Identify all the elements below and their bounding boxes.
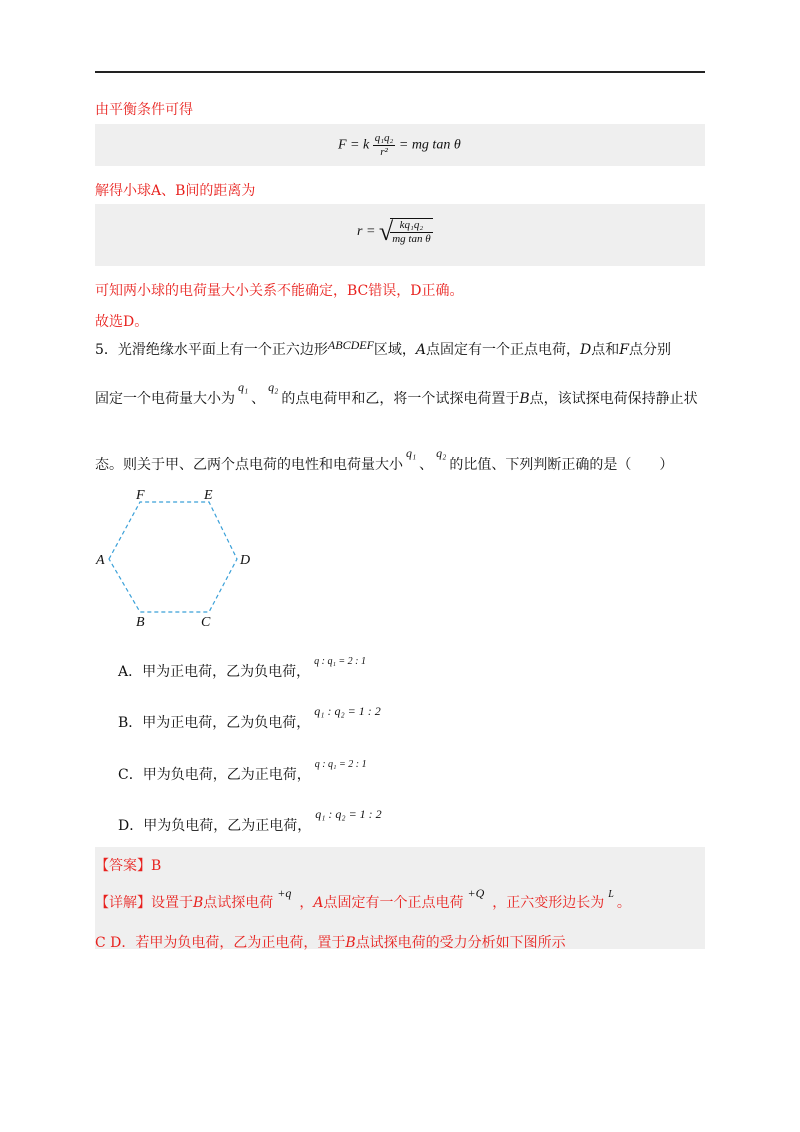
side-length-l: L — [608, 889, 614, 900]
label-e: E — [204, 488, 213, 503]
formula1-fraction — [373, 132, 396, 159]
q-line2-b: 的点电荷甲和乙，将一个试探电荷置于 — [281, 391, 520, 407]
cd-a: C D．若甲为负电荷，乙为正电荷，置于 — [95, 935, 346, 951]
answer-label: 【答案】 — [95, 858, 151, 874]
option-b-math: q₁ : q₂ = 1 : 2 — [314, 704, 381, 718]
formula1-den: r² — [373, 145, 396, 159]
option-d-text: D．甲为负电荷，乙为正电荷， — [118, 818, 312, 834]
q-line1-a: 5．光滑绝缘水平面上有一个正六边形 — [95, 342, 328, 358]
cd-line — [95, 932, 566, 952]
detail-point-b: B — [193, 895, 204, 911]
answer-value: B — [151, 858, 162, 874]
option-d — [118, 807, 382, 835]
formula2-num: kq₁q₂ — [399, 219, 424, 231]
detail-line — [95, 886, 631, 912]
q-point-a: A — [415, 342, 427, 358]
detail-f: 。 — [616, 895, 631, 911]
option-c-text: C．甲为负电荷，乙为正电荷， — [118, 767, 311, 783]
q-point-d: D — [580, 342, 592, 358]
hexagon-name: ABCDEF — [327, 338, 374, 352]
q-line3-b: 的比值、下列判断正确的是（ ） — [449, 457, 674, 473]
q-line1-b: 区域， — [373, 342, 416, 358]
formula2-den: mg tan θ — [392, 233, 431, 245]
q1-symbol-2: q₁ — [406, 446, 417, 460]
q-point-f: F — [619, 342, 629, 358]
q-sep: 、 — [251, 391, 266, 407]
formula2-box — [95, 204, 705, 266]
hexagon-figure — [90, 483, 260, 633]
label-b: B — [136, 615, 145, 630]
option-c-math: q : q₁ = 2 : 1 — [314, 759, 367, 770]
q-line1-e: 点分别 — [628, 342, 671, 358]
option-b — [118, 704, 381, 732]
hexagon-outline — [109, 502, 237, 612]
q-line1-c: 点固定有一个正点电荷， — [426, 342, 581, 358]
detail-d: 点固定有一个正点电荷 — [323, 895, 464, 911]
question-line3 — [95, 446, 674, 474]
detail-c: ， — [299, 895, 314, 911]
choice: 故选D。 — [95, 314, 149, 330]
formula2 — [357, 218, 433, 246]
q1-symbol: q₁ — [238, 380, 249, 394]
q-point-b: B — [519, 391, 530, 407]
header-rule — [95, 71, 705, 73]
solve-label: 解得小球A、B间的距离为 — [95, 183, 256, 199]
option-a — [118, 656, 367, 681]
conclusion: 可知两小球的电荷量大小关系不能确定，BC错误，D正确。 — [95, 283, 464, 299]
sqrt-sign: √ — [378, 217, 394, 246]
question-line1 — [95, 339, 671, 359]
detail-label: 【详解】 — [95, 895, 151, 911]
detail-a: 设置于 — [151, 895, 193, 911]
q2-symbol: q₂ — [268, 380, 279, 394]
formula2-lhs: r = — [357, 224, 376, 240]
q-sep-2: 、 — [419, 457, 434, 473]
balance-label: 由平衡条件可得 — [95, 102, 193, 118]
q-line2-a: 固定一个电荷量大小为 — [95, 391, 235, 407]
option-b-text: B．甲为正电荷，乙为负电荷， — [118, 715, 311, 731]
label-a: A — [96, 553, 105, 568]
formula1-box — [95, 124, 705, 166]
label-f: F — [136, 488, 145, 503]
option-a-text: A．甲为正电荷，乙为负电荷， — [118, 664, 311, 680]
label-c: C — [201, 615, 211, 630]
formula1-rhs: = mg tan θ — [398, 137, 461, 153]
detail-e: ，正六变形边长为 — [492, 895, 605, 911]
plus-big-q: +Q — [467, 886, 485, 900]
q-line3-a: 态。则关于甲、乙两个点电荷的电性和电荷量大小 — [95, 457, 403, 473]
question-line2 — [95, 380, 698, 408]
label-d: D — [240, 553, 251, 568]
q-line1-d: 点和 — [591, 342, 620, 358]
answer-line — [95, 855, 161, 875]
plus-q: +q — [277, 886, 292, 900]
option-a-math: q : q₁ = 2 : 1 — [314, 656, 367, 667]
formula1 — [338, 132, 461, 159]
q-line2-c: 点，该试探电荷保持静止状 — [529, 391, 698, 407]
q2-symbol-2: q₂ — [436, 446, 447, 460]
detail-point-a: A — [313, 895, 324, 911]
option-c — [118, 759, 367, 784]
cd-point-b: B — [345, 935, 356, 951]
detail-b: 点试探电荷 — [203, 895, 274, 911]
option-d-math: q₁ : q₂ = 1 : 2 — [315, 807, 382, 821]
formula1-num: q₁q₂ — [374, 132, 394, 144]
formula2-fraction — [390, 218, 432, 246]
formula1-lhs: F = k — [338, 137, 370, 153]
cd-b: 点试探电荷的受力分析如下图所示 — [355, 935, 566, 951]
